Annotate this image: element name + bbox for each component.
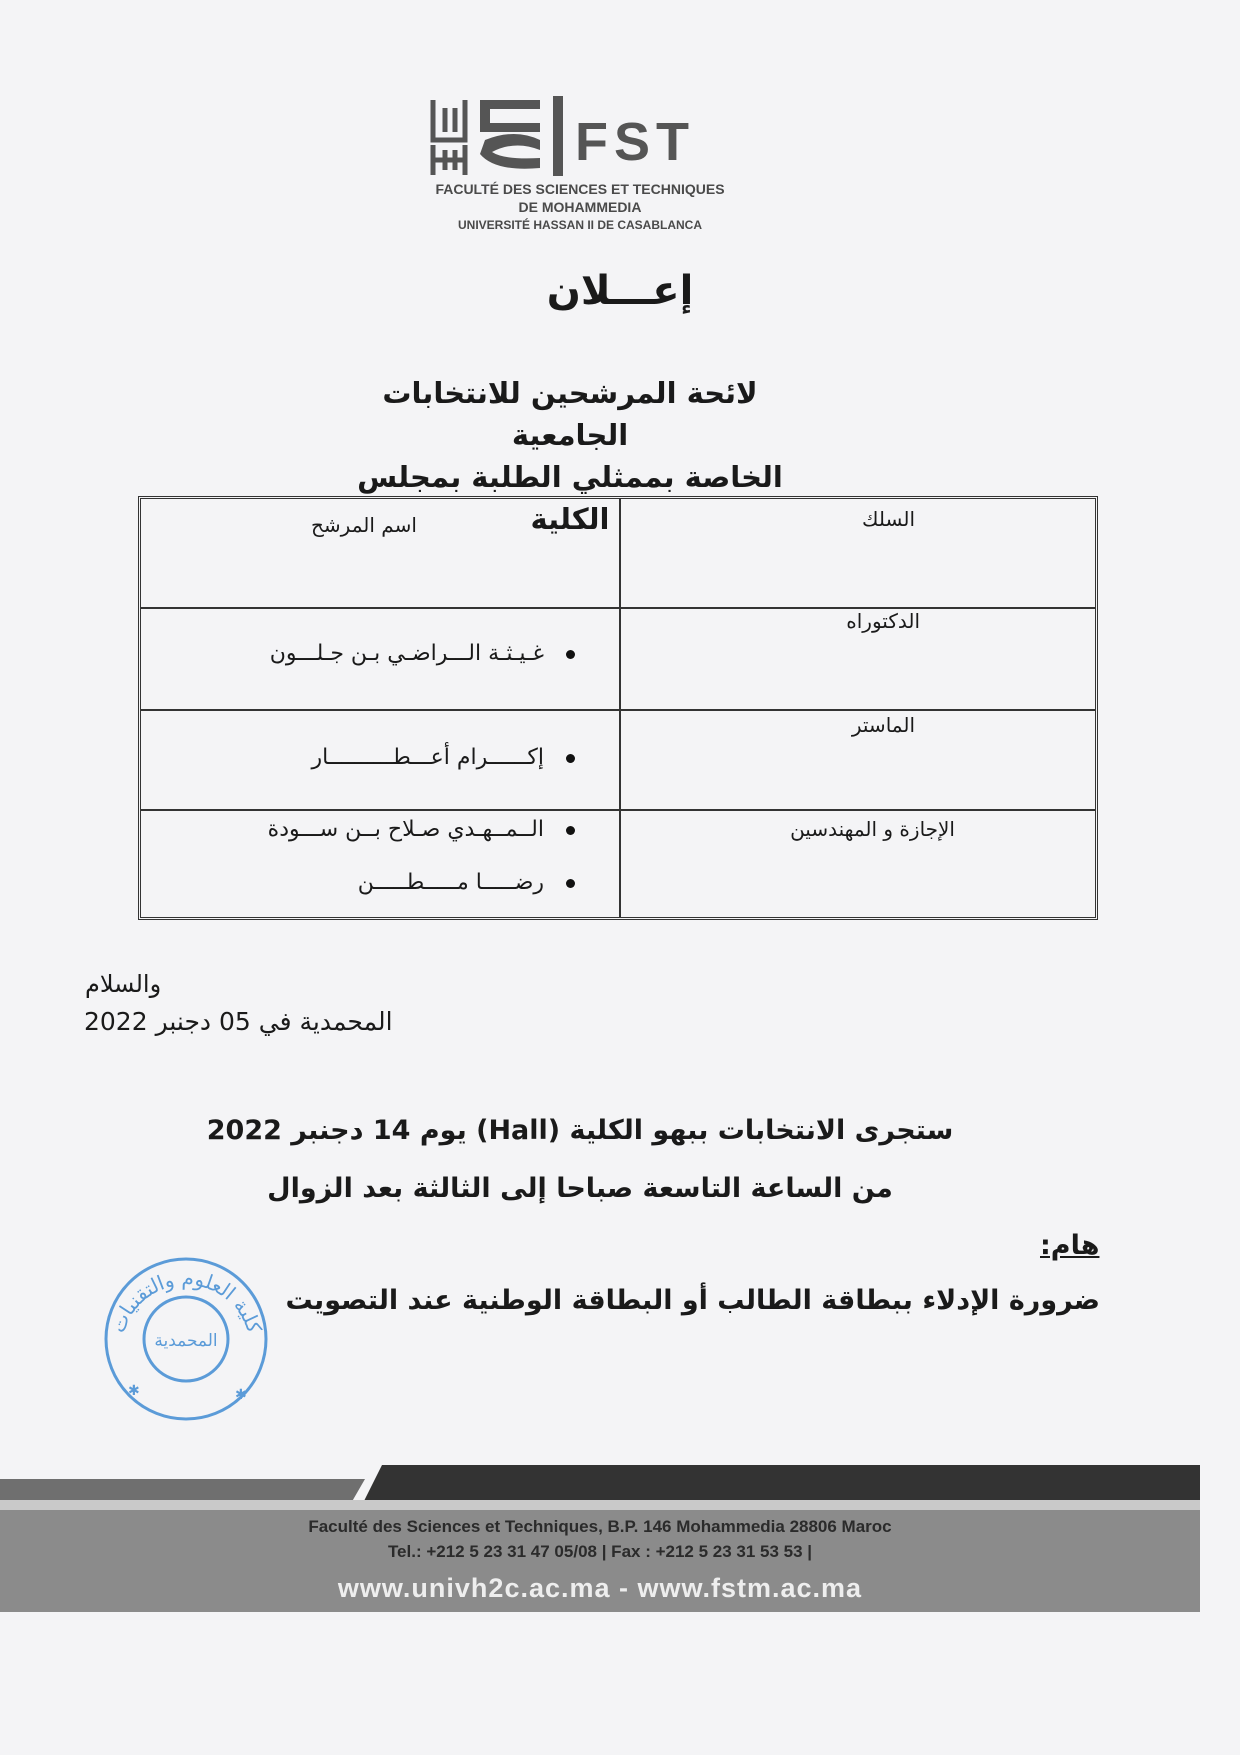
list-title-line-2: الخاصة بممثلي الطلبة بمجلس الكلية: [357, 460, 783, 536]
table-row-divider: [141, 809, 1095, 811]
logo-divider: [553, 96, 563, 176]
faculty-line-1: FACULTÉ DES SCIENCES ET TECHNIQUES: [435, 181, 725, 197]
svg-text:كلية العلوم والتقنيات: كلية العلوم والتقنيات: [105, 1265, 267, 1336]
bullet-icon: [566, 879, 575, 888]
candidate-item: غـيـثـة الـــراضـي بـن جـلـــون: [270, 641, 575, 666]
election-info-line-1: ستجرى الانتخابات ببهو الكلية (Hall) يوم 14 دجنبر 2022: [206, 1115, 954, 1146]
bullet-icon: [566, 826, 575, 835]
important-label: هام:: [1040, 1230, 1100, 1261]
candidate-item: الــمــهـدي صـلاح بــن ســـودة: [268, 817, 575, 842]
table-column-divider: [619, 499, 621, 917]
closing-text: والسلام: [85, 970, 162, 998]
footer-address: [0, 1514, 1200, 1564]
election-info-line-2: من الساعة التاسعة صباحا إلى الثالثة بعد الزوال: [267, 1173, 893, 1204]
faculty-line-3: UNIVERSITÉ HASSAN II DE CASABLANCA: [457, 218, 703, 232]
faculty-stamp: [100, 1253, 272, 1425]
bullet-icon: [566, 754, 575, 763]
faculty-name: [380, 180, 780, 234]
star-icon: ✱: [235, 1387, 247, 1403]
table-row-cycle: الإجازة و المهندسين: [790, 817, 955, 841]
important-text: ضرورة الإدلاء ببطاقة الطالب أو البطاقة الوطنية عند التصويت: [285, 1285, 1100, 1316]
fst-logo: [425, 90, 765, 180]
logo-fst-text: FST: [575, 112, 695, 172]
univ-monogram-icon: [433, 100, 465, 175]
column-header-cycle: السلك: [862, 507, 915, 531]
bullet-icon: [566, 650, 575, 659]
table-row-divider: [141, 709, 1095, 711]
arabic-calligraphy-icon: [480, 100, 540, 169]
table-row-cycle: الدكتوراه: [846, 609, 920, 633]
footer-address-line-2: Tel.: +212 5 23 31 47 05/08 | Fax : +212 5 23 31 53 53 |: [387, 1542, 813, 1561]
table-row-cycle: الماستر: [851, 713, 915, 737]
faculty-line-2: DE MOHAMMEDIA: [518, 199, 642, 215]
star-icon: ✱: [128, 1383, 140, 1399]
date-line: المحمدية في 05 دجنبر 2022: [84, 1007, 393, 1036]
page-title: إعـــلان: [546, 268, 694, 314]
column-header-candidate: اسم المرشح: [311, 513, 417, 537]
footer-address-line-1: Faculté des Sciences et Techniques, B.P. 146 Mohammedia 28806 Maroc: [308, 1517, 892, 1536]
footer-websites[interactable]: www.univh2c.ac.ma - www.fstm.ac.ma: [337, 1573, 863, 1603]
table-row-divider: [141, 607, 1095, 609]
footer-stripe: [0, 1465, 1200, 1505]
svg-text:المحمدية: المحمدية: [154, 1331, 218, 1351]
candidate-item: رضـــــا مـــــطـــــن: [358, 870, 575, 895]
candidates-table: [138, 496, 1098, 920]
list-title-line-1: لائحة المرشحين للانتخابات الجامعية: [382, 376, 758, 452]
candidate-item: إكــــــرام أعـــطــــــــــار: [311, 745, 575, 770]
